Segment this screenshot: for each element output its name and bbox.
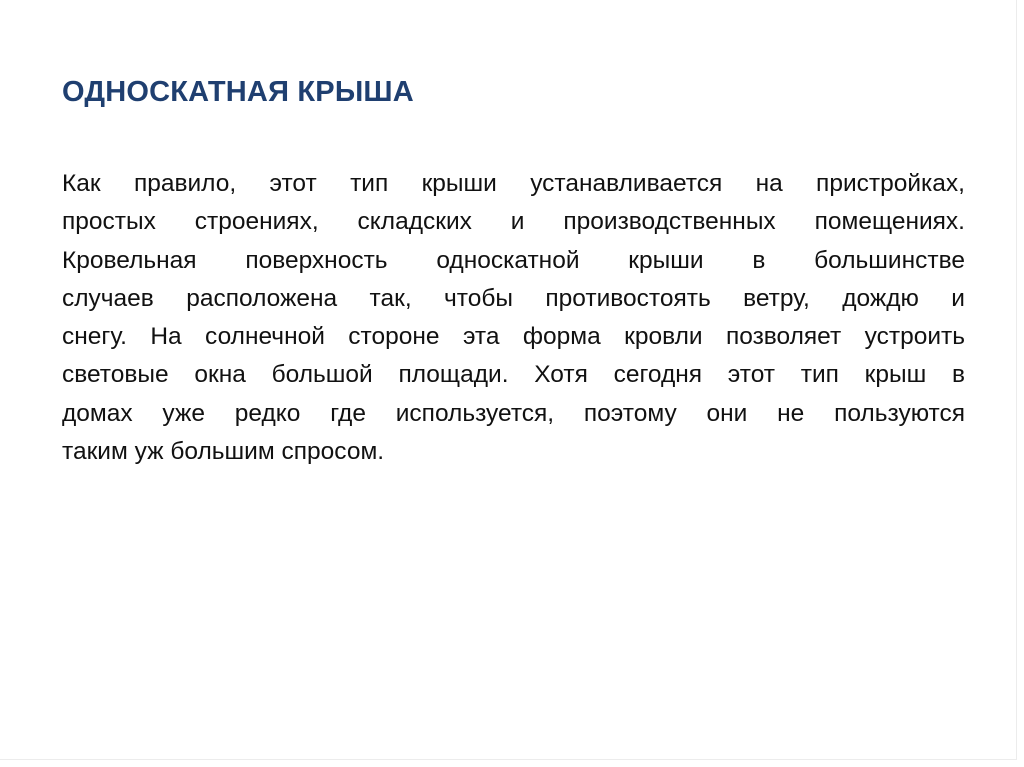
paragraph-line: таким уж большим спросом.	[62, 438, 385, 466]
paragraph-line: снегу. На солнечной стороне эта форма кровли позволяет устроить	[62, 323, 965, 351]
paragraph-line: световые окна большой площади. Хотя сегодня этот тип крыш в	[62, 361, 965, 389]
paragraph-line: Кровельная поверхность односкатной крыши в большинстве	[62, 246, 965, 274]
paragraph-line: домах уже редко где используется, поэтому они не пользуются	[62, 399, 965, 427]
paragraph-line: простых строениях, складских и производственных помещениях.	[62, 208, 965, 236]
slide-title: ОДНОСКАТНАЯ КРЫША	[62, 76, 414, 108]
body-paragraph	[62, 165, 965, 471]
paragraph-line: случаев расположена так, чтобы противостоять ветру, дождю и	[62, 284, 965, 312]
paragraph-line: Как правило, этот тип крыши устанавливается на пристройках,	[62, 170, 965, 197]
